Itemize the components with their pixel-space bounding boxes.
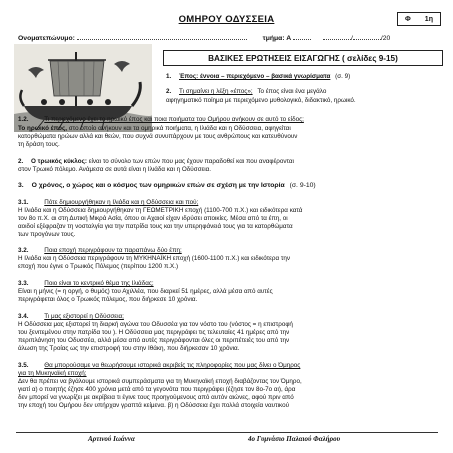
question-1-2-heading: Τι περιεχόμενο έχει το ηρωικό έπος και ποια ποιήματα του Ομήρου ανήκουν σε αυτό το είδος;	[44, 116, 304, 123]
item-2	[166, 88, 326, 96]
question-3-1-number: 3.1.	[18, 199, 29, 206]
answer-3-2-line-1: Η Ιλιάδα και η Οδύσσεια περιγράφουν τη ΜΥΚΗΝΑΪΚΗ εποχή (1600-1100 π.Χ.) και ειδικότερα την	[18, 255, 291, 262]
question-3-3-number: 3.3.	[18, 280, 29, 287]
item-1-title: Έπος: έννοια – περιεχόμενο – βασικά γνωρίσματα	[179, 73, 331, 80]
footer-author: Αρτινού Ιωάννα	[88, 435, 135, 443]
answer-3-1-line-1: Η Ιλιάδα και η Οδύσσεια δημιουργήθηκαν τη ΓΕΩΜΕΤΡΙΚΗ εποχή (1100-700 π.Χ.) και ειδικότερα κατά	[18, 207, 303, 214]
worksheet-badge	[397, 12, 441, 26]
footer-divider	[16, 432, 438, 433]
answer-3-1-line-3: αοιδοί εξέφραζαν τη νοσταλγία για την πατρίδα τους και την υπερηφάνειά τους για τα κατορθώματα	[18, 223, 293, 230]
answer-3-3-line-1: Είναι η μήνις (= η οργή, ο θυμός) του Αχιλλέα, που διαρκεί 51 ημέρες, αλλά μέσα από αυτές	[18, 288, 273, 295]
answer-3-5-line-2: γιατί α) ο ποιητής έζησε 400 χρόνια μετά από τα γεγονότα που περιγράφει (έζησε τον 8ο-7ο αι), άρα	[18, 386, 296, 393]
section-3-heading	[18, 182, 316, 190]
badge-number: 1η	[424, 15, 433, 23]
class-label: τμήμα: Α	[262, 35, 292, 42]
item-2-question: Τι σημαίνει η λέξη «έπος»;	[179, 88, 253, 95]
answer-3-4-line-1: Η Οδύσσεια μας εξιστορεί τη διαρκή αγώνα του Οδυσσέα για τον νόστο του (νόστος = η επιστροφή	[18, 321, 293, 328]
item-1	[166, 73, 350, 81]
answer-3-5-line-1: Δεν θα πρέπει να βγάλουμε ιστορικά συμπεράσματα για τη Μυκηναϊκή εποχή διαβάζοντας τον Όμηρο,	[18, 378, 302, 385]
name-field[interactable]	[77, 34, 247, 40]
question-3-5-number: 3.5.	[18, 362, 29, 369]
footer-school: 4ο Γυμνάσιο Παλαιού Φαλήρου	[248, 435, 341, 443]
answer-1-2-text: στο οποίο ανήκουν και τα ομηρικά ποιήματα, η Ιλιάδα και η Οδύσσεια, αφηγείται	[67, 125, 291, 132]
item-2-answer-start: Το έπος είναι ένα μεγάλο	[257, 88, 327, 95]
question-2-text: είναι το σύνολο των επών που μας έχουν παραδοθεί και που αναφέρονται	[86, 158, 294, 165]
date-month-field[interactable]	[353, 34, 381, 40]
class-field[interactable]	[293, 34, 311, 40]
answer-3-4-line-4: άλωση της Τροίας ως την επιστροφή του στην Ιθάκη, που διήρκεσαν 10 χρόνια.	[18, 345, 240, 352]
student-info-line: Ονοματεπώνυμο: τμήμα: Α / /20	[18, 35, 391, 42]
question-3-1-heading: Πότε δημιουργήθηκαν η Ιλιάδα και η Οδύσσεια και πού;	[44, 199, 199, 206]
section-3-number: 3.	[18, 182, 24, 189]
question-2-number: 2.	[18, 158, 24, 165]
answer-3-1-line-2: τον 8ο π.Χ. αι στη Δυτική Μικρά Ασία, όπου οι Αχαιοί είχαν ιδρύσει αποικίες. Μέσα από τα έπη, οι	[18, 215, 288, 222]
section-3-page-ref: (σ. 9-10)	[289, 182, 316, 189]
question-3-5-heading-line-2: για τη Μυκηναϊκή εποχή;	[18, 370, 87, 377]
question-3-3-heading: Ποιο είναι το κεντρικό θέμα της Ιλιάδας;	[44, 280, 154, 287]
question-3-4-number: 3.4.	[18, 313, 29, 320]
answer-3-2-line-2: εποχή που έγινε ο Τρωικός Πόλεμος (περίπου 1200 π.Χ.)	[18, 263, 179, 270]
date-year: /20	[380, 35, 391, 42]
answer-1-2-line-3: τη δράση τους.	[18, 141, 60, 148]
item-2-number: 2.	[166, 88, 172, 95]
item-2-answer: αφηγηματικό ποίημα με περιεχόμενο μυθολογικό, διδακτικό, ηρωικό.	[166, 97, 356, 104]
answer-1-2-line-2: κατορθώματα ηρώων αλλά και θεών, που συχνά συνυπάρχουν με τους ανθρώπους και κατευθύνουν	[18, 133, 298, 140]
page-title: ΟΜΗΡΟΥ ΟΔΥΣΣΕΙΑ	[178, 14, 275, 25]
question-1-2-number: 1.2.	[18, 116, 29, 123]
answer-3-4-line-3: περιπλάνηση του Οδυσσέα, αλλά μέσα από αυτές περιγράφονται όλες οι περιπέτειές του από την	[18, 337, 290, 344]
question-2-line-2: στον Τρωικό πόλεμο. Ανάμεσα σε αυτά είναι η Ιλιάδα και η Οδύσσεια.	[18, 166, 212, 173]
answer-3-1-line-4: των προγόνων τους.	[18, 231, 76, 238]
question-3-2-heading: Ποια εποχή περιγράφουν τα παραπάνω δύο έπη;	[44, 247, 182, 254]
answer-3-4-line-2: του ξενιτεμένου στην πατρίδα του ). Η Οδύσσεια μας περιγράφει τις τελευταίες 41 ημέρες από την	[18, 329, 290, 336]
answer-3-5-line-3: δεν μπορεί να γνωρίζει με ακρίβεια τι έγινε τους προηγούμενους από αυτόν αιώνες, αφού πριν από	[18, 394, 294, 401]
badge-letter: Φ	[405, 15, 411, 23]
item-1-page-ref: (σ. 9)	[335, 73, 351, 80]
answer-1-2-term: Το ηρωικό έπος,	[18, 125, 68, 132]
question-3-4-heading: Τι μας εξιστορεί η Οδύσσεια;	[44, 313, 124, 320]
item-1-number: 1.	[166, 73, 172, 80]
question-3-5-heading: Θα μπορούσαμε να θεωρήσουμε ιστορικά ακριβείς τις πληροφορίες που μας δίνει ο Όμηρος	[44, 362, 301, 369]
question-1-2	[18, 116, 304, 124]
answer-3-3-line-2: περιγράφεται όλος ο Τρωικός πόλεμος, που διήρκεσε 10 χρόνια.	[18, 296, 198, 303]
date-day-field[interactable]	[323, 34, 351, 40]
name-label: Ονοματεπώνυμο:	[18, 35, 75, 42]
section-3-title: Ο χρόνος, ο χώρος και ο κόσμος των ομηρικών επών σε σχέση με την Ιστορία	[31, 182, 285, 189]
answer-3-5-line-4: την εποχή του Ομήρου δεν υπήρχαν γραπτά κείμενα. β) η Οδύσσεια έχει πολλά στοιχεία ναυτικού	[18, 402, 290, 409]
question-3-2-number: 3.2.	[18, 247, 29, 254]
question-2-heading: Ο τρωικός κύκλος:	[31, 158, 87, 165]
section-heading-box: ΒΑΣΙΚΕΣ ΕΡΩΤΗΣΕΙΣ ΕΙΣΑΓΩΓΗΣ ( σελίδες 9-15)	[163, 50, 443, 66]
